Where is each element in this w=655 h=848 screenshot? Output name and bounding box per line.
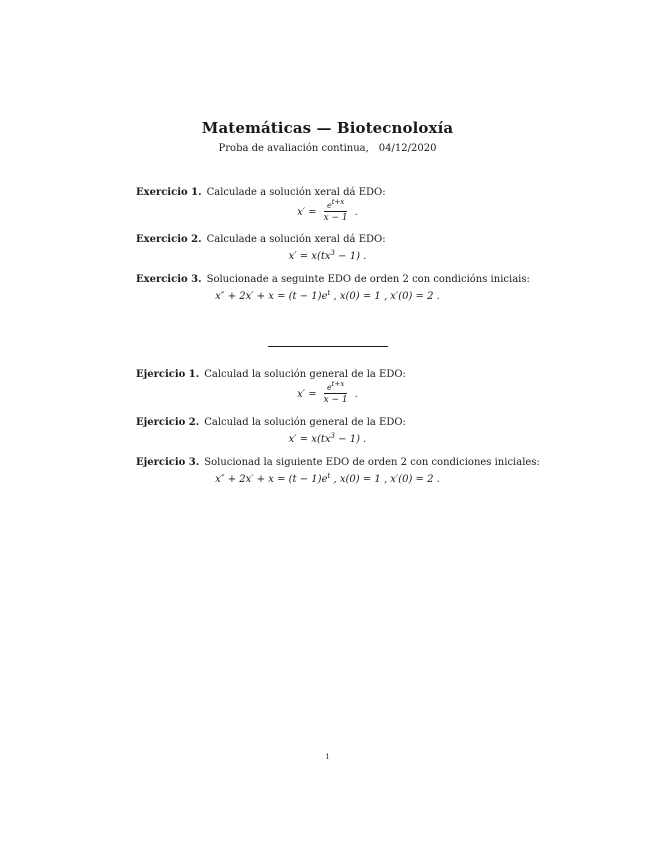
exercise-text: Solucionad la siguiente EDO de orden 2 con condiciones iniciales:: [204, 457, 540, 468]
equation-end: .: [354, 206, 358, 218]
exercise-label: Ejercicio 2.: [136, 417, 200, 428]
document-title: Matemáticas — Biotecnoloxía: [201, 119, 454, 137]
exercise-label: Ejercicio 3.: [136, 457, 200, 468]
exercise-text: Calculad la solución general de la EDO:: [204, 369, 406, 380]
equation-2-es: $x' = x(tx^3 - 1)$ .: [288, 432, 367, 445]
equation-3-es: $x'' + 2x' + x = (t - 1)e^t$ , x(0) = 1 , x′(0) = 2 .: [215, 472, 440, 485]
exercise-text: Calculade a solución xeral dá EDO:: [206, 187, 386, 198]
equation-1-es: [0, 380, 655, 405]
exercise-label: Ejercicio 1.: [136, 369, 200, 380]
equation-end: .: [354, 388, 358, 400]
equation-1-gl: [0, 198, 655, 223]
equation-3-gl: $x'' + 2x' + x = (t - 1)e^t$ , x(0) = 1 , x′(0) = 2 .: [215, 289, 440, 302]
fraction-numerator: $e^{t+x}$: [324, 383, 347, 394]
exercise-2-gl: [136, 234, 386, 245]
exercise-1-gl: [136, 187, 386, 198]
equation-2-gl: $x' = x(tx^3 - 1)$ .: [288, 249, 367, 262]
exercise-text: Calculad la solución general de la EDO:: [204, 417, 406, 428]
page-number: 1: [325, 753, 330, 761]
exercise-label: Exercicio 3.: [136, 274, 202, 285]
fraction-denominator: x − 1: [323, 213, 348, 223]
fraction: [321, 198, 351, 223]
equation-lhs: x′ =: [297, 206, 317, 218]
equation-lhs: x′ =: [297, 388, 317, 400]
exercise-3-es: [136, 457, 540, 468]
fraction-denominator: x − 1: [323, 395, 348, 405]
exercise-text: Calculade a solución xeral dá EDO:: [206, 234, 386, 245]
exercise-label: Exercicio 2.: [136, 234, 202, 245]
subtitle-text: Proba de avaliación continua,: [218, 143, 369, 154]
exercise-text: Solucionade a seguinte EDO de orden 2 con condicións iniciais:: [206, 274, 530, 285]
exercise-2-es: [136, 417, 406, 428]
fraction-numerator: $e^{t+x}$: [324, 201, 347, 212]
exercise-label: Exercicio 1.: [136, 187, 202, 198]
exercise-3-gl: [136, 274, 530, 285]
fraction: [321, 380, 351, 405]
document-subtitle: [0, 143, 655, 154]
exam-date: 04/12/2020: [378, 143, 437, 154]
exercise-1-es: [136, 369, 406, 380]
section-divider: [268, 346, 388, 347]
